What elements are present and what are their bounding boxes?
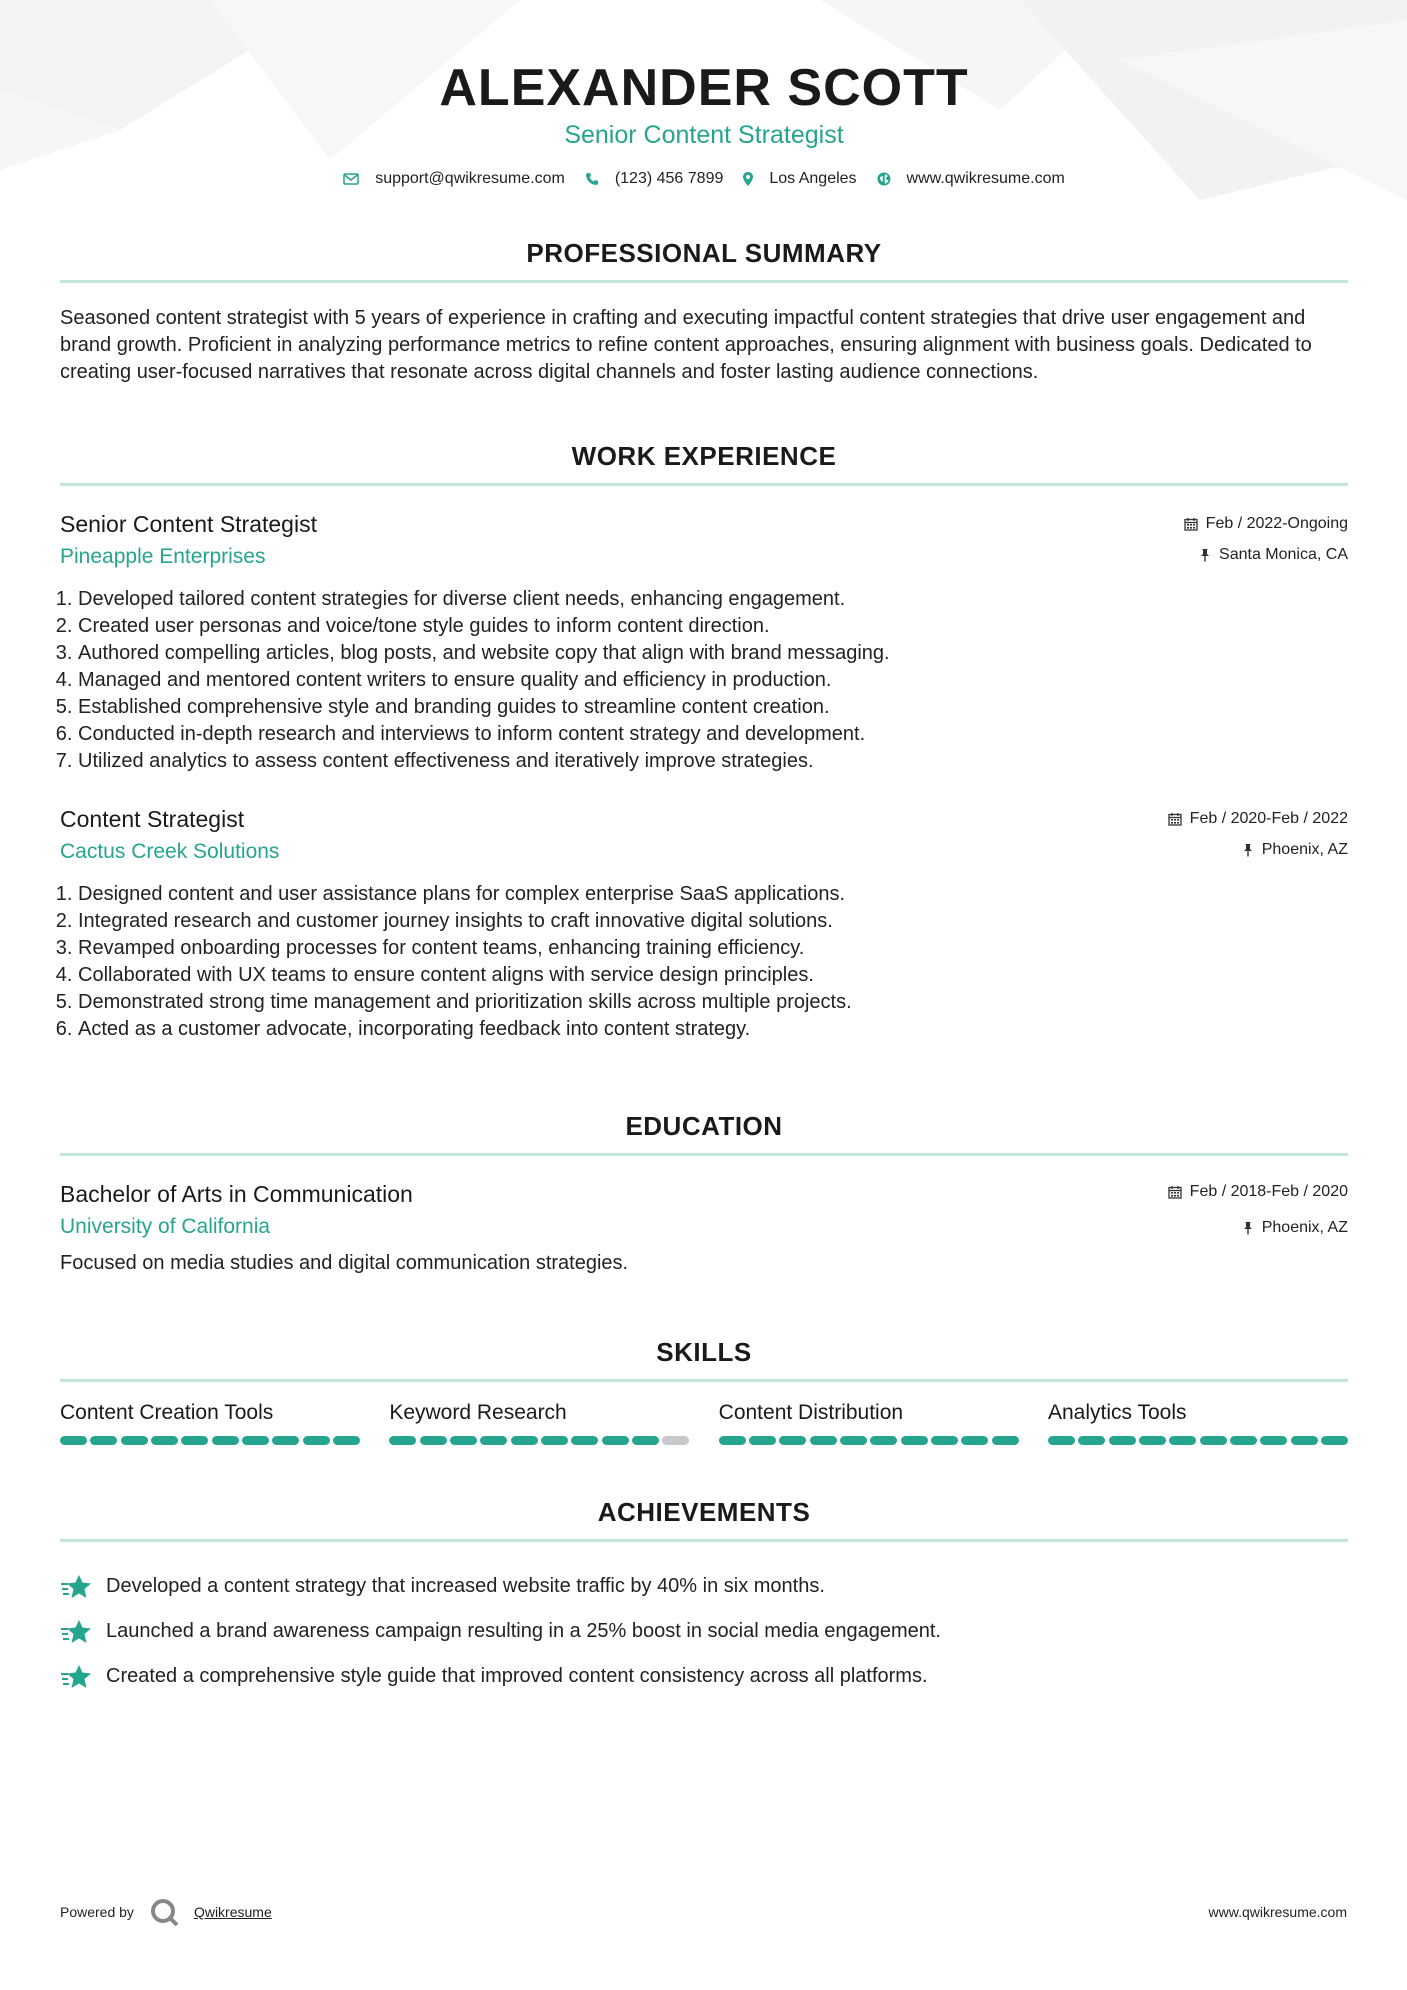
skill-dot-filled	[1139, 1436, 1166, 1445]
skill-dot-filled	[389, 1436, 416, 1445]
job-bullet: 7. Utilized analytics to assess content effectiveness and iteratively improve strategies.	[78, 748, 1348, 775]
skill-dot-filled	[1321, 1436, 1348, 1445]
skill-dot-filled	[931, 1436, 958, 1445]
skill-dot-filled	[90, 1436, 117, 1445]
job-bullet-list	[60, 881, 1348, 1043]
skill-item	[60, 1400, 360, 1445]
skill-name: Content Distribution	[718, 1401, 904, 1424]
skill-dot-filled	[420, 1436, 447, 1445]
skill-dot-filled	[333, 1436, 360, 1445]
skill-level-meter	[1048, 1436, 1348, 1445]
job-bullet: 3. Revamped onboarding processes for content teams, enhancing training efficiency.	[78, 935, 1348, 962]
achievements-list	[60, 1564, 1348, 1699]
job-bullet: 2. Created user personas and voice/tone style guides to inform content direction.	[78, 613, 1348, 640]
job-entry	[60, 510, 1348, 775]
job-title: Content Strategist	[60, 806, 245, 832]
education-location: Phoenix, AZ	[1261, 1219, 1348, 1236]
skill-dot-filled	[749, 1436, 776, 1445]
skill-dot-filled	[571, 1436, 598, 1445]
school-name: University of California	[60, 1215, 271, 1238]
contact-email[interactable]	[343, 170, 565, 188]
skill-dot-filled	[779, 1436, 806, 1445]
skill-dot-filled	[840, 1436, 867, 1445]
star-icon	[60, 1619, 92, 1645]
section-divider	[60, 280, 1348, 283]
company-name: Pineapple Enterprises	[60, 545, 266, 568]
star-icon	[60, 1574, 92, 1600]
achievement-text: Launched a brand awareness campaign resulting in a 25% boost in social media engagement.	[106, 1620, 941, 1642]
calendar-icon	[1184, 517, 1198, 531]
skill-dot-filled	[303, 1436, 330, 1445]
powered-by	[60, 1898, 272, 1926]
skill-dot-filled	[1260, 1436, 1287, 1445]
job-bullet-list	[60, 586, 1348, 775]
experience-heading: WORK EXPERIENCE	[571, 441, 837, 471]
skill-dot-filled	[541, 1436, 568, 1445]
job-bullet: 4. Collaborated with UX teams to ensure content aligns with service design principles.	[78, 962, 1348, 989]
job-bullet: 6. Acted as a customer advocate, incorporating feedback into content strategy.	[78, 1016, 1348, 1043]
job-bullet: 1. Designed content and user assistance plans for complex enterprise SaaS applications.	[78, 881, 1348, 908]
job-dates: Feb / 2022-Ongoing	[1205, 515, 1348, 532]
website-text: www.qwikresume.com	[906, 170, 1065, 187]
location-text: Los Angeles	[769, 170, 857, 187]
experience-section	[60, 441, 1348, 1043]
skill-name: Keyword Research	[389, 1401, 567, 1424]
skill-dot-filled	[511, 1436, 538, 1445]
section-divider	[60, 1539, 1348, 1542]
skill-dot-filled	[121, 1436, 148, 1445]
skill-level-meter	[389, 1436, 689, 1445]
skill-item	[719, 1400, 1019, 1445]
skill-dot-filled	[1169, 1436, 1196, 1445]
achievements-heading: ACHIEVEMENTS	[597, 1497, 811, 1527]
skill-dot-filled	[1109, 1436, 1136, 1445]
skills-section	[60, 1337, 1348, 1445]
job-entry	[60, 805, 1348, 1043]
email-text: support@qwikresume.com	[375, 170, 565, 187]
footer-website[interactable]: www.qwikresume.com	[1208, 1904, 1347, 1920]
job-bullet: 3. Authored compelling articles, blog posts, and website copy that align with brand messaging.	[78, 640, 1348, 667]
pushpin-icon	[1199, 548, 1211, 562]
job-bullet: 5. Established comprehensive style and branding guides to streamline content creation.	[78, 694, 1348, 721]
page-footer	[60, 1898, 1347, 1926]
qwikresume-logo-icon	[150, 1898, 180, 1926]
achievement-text: Developed a content strategy that increased website traffic by 40% in six months.	[106, 1575, 825, 1597]
job-bullet: 1. Developed tailored content strategies for diverse client needs, enhancing engagement.	[78, 586, 1348, 613]
summary-heading: PROFESSIONAL SUMMARY	[526, 238, 882, 268]
skill-dot-filled	[961, 1436, 988, 1445]
skills-row	[60, 1400, 1348, 1445]
resume-header	[60, 0, 1348, 188]
skill-dot-filled	[181, 1436, 208, 1445]
contact-phone[interactable]	[585, 170, 724, 188]
achievement-text: Created a comprehensive style guide that improved content consistency across all platforms.	[106, 1665, 928, 1687]
skill-level-meter	[719, 1436, 1019, 1445]
skill-item	[389, 1400, 689, 1445]
job-bullet: 5. Demonstrated strong time management and prioritization skills across multiple projects.	[78, 989, 1348, 1016]
education-dates: Feb / 2018-Feb / 2020	[1189, 1183, 1348, 1200]
education-heading: EDUCATION	[625, 1111, 783, 1141]
skill-dot-filled	[992, 1436, 1019, 1445]
pushpin-icon	[1242, 843, 1254, 857]
skill-dot-filled	[450, 1436, 477, 1445]
skill-dot-filled	[1048, 1436, 1075, 1445]
job-location: Phoenix, AZ	[1261, 841, 1348, 858]
job-bullet: 4. Managed and mentored content writers to ensure quality and efficiency in production.	[78, 667, 1348, 694]
skill-item	[1048, 1400, 1348, 1445]
skill-dot-filled	[151, 1436, 178, 1445]
skill-dot-filled	[602, 1436, 629, 1445]
skill-name: Analytics Tools	[1047, 1401, 1187, 1424]
skill-dot-filled	[901, 1436, 928, 1445]
achievement-item	[60, 1654, 1348, 1699]
skill-dot-filled	[632, 1436, 659, 1445]
skill-dot-filled	[870, 1436, 897, 1445]
company-name: Cactus Creek Solutions	[60, 840, 280, 863]
skill-dot-filled	[1200, 1436, 1227, 1445]
skill-dot-filled	[480, 1436, 507, 1445]
skill-dot-filled	[810, 1436, 837, 1445]
skill-dot-filled	[212, 1436, 239, 1445]
calendar-icon	[1168, 812, 1182, 826]
contact-website[interactable]	[877, 170, 1065, 188]
job-location: Santa Monica, CA	[1219, 546, 1348, 563]
skill-dot-filled	[272, 1436, 299, 1445]
globe-icon	[877, 172, 891, 186]
job-title: Senior Content Strategist	[60, 511, 317, 537]
candidate-name: ALEXANDER SCOTT	[439, 59, 969, 117]
summary-text: Seasoned content strategist with 5 years of experience in crafting and executing impactful content strategies that drive user engagement and brand growth. Proficient in analyzing performance metrics to refine content approaches, ensuring alignment with business goals. Dedicated to creating user-focused narratives that resonate across digital channels and foster lasting audience connections.	[60, 307, 1312, 383]
skill-dot-filled	[719, 1436, 746, 1445]
degree-name: Bachelor of Arts in Communication	[60, 1181, 413, 1207]
map-pin-icon	[743, 172, 753, 186]
education-entry	[60, 1180, 1348, 1277]
section-divider	[60, 483, 1348, 486]
section-divider	[60, 1379, 1348, 1382]
powered-by-label: Powered by	[60, 1904, 134, 1920]
skill-dot-filled	[242, 1436, 269, 1445]
skill-dot-filled	[60, 1436, 87, 1445]
skill-dot-filled	[1291, 1436, 1318, 1445]
job-bullet: 6. Conducted in-depth research and interviews to inform content strategy and development.	[78, 721, 1348, 748]
skill-dot-filled	[1078, 1436, 1105, 1445]
envelope-icon	[343, 173, 359, 185]
achievement-item	[60, 1609, 1348, 1654]
skill-name: Content Creation Tools	[60, 1401, 274, 1424]
achievements-section	[60, 1497, 1348, 1699]
phone-text: (123) 456 7899	[614, 170, 724, 187]
skills-heading: SKILLS	[656, 1337, 752, 1367]
achievement-item	[60, 1564, 1348, 1609]
skill-dot-empty	[662, 1436, 689, 1445]
contact-bar	[60, 170, 1348, 188]
star-icon	[60, 1664, 92, 1690]
education-section	[60, 1111, 1348, 1277]
qwikresume-link[interactable]: Qwikresume	[193, 1904, 272, 1920]
job-bullet: 2. Integrated research and customer journey insights to craft innovative digital solutions.	[78, 908, 1348, 935]
skill-dot-filled	[1230, 1436, 1257, 1445]
contact-location	[743, 170, 856, 188]
job-dates: Feb / 2020-Feb / 2022	[1189, 810, 1348, 827]
summary-section	[60, 238, 1348, 386]
pushpin-icon	[1242, 1221, 1254, 1235]
phone-icon	[585, 172, 599, 186]
candidate-title: Senior Content Strategist	[564, 121, 844, 149]
calendar-icon	[1168, 1185, 1182, 1199]
education-description: Focused on media studies and digital communication strategies.	[60, 1252, 629, 1274]
skill-level-meter	[60, 1436, 360, 1445]
section-divider	[60, 1153, 1348, 1156]
